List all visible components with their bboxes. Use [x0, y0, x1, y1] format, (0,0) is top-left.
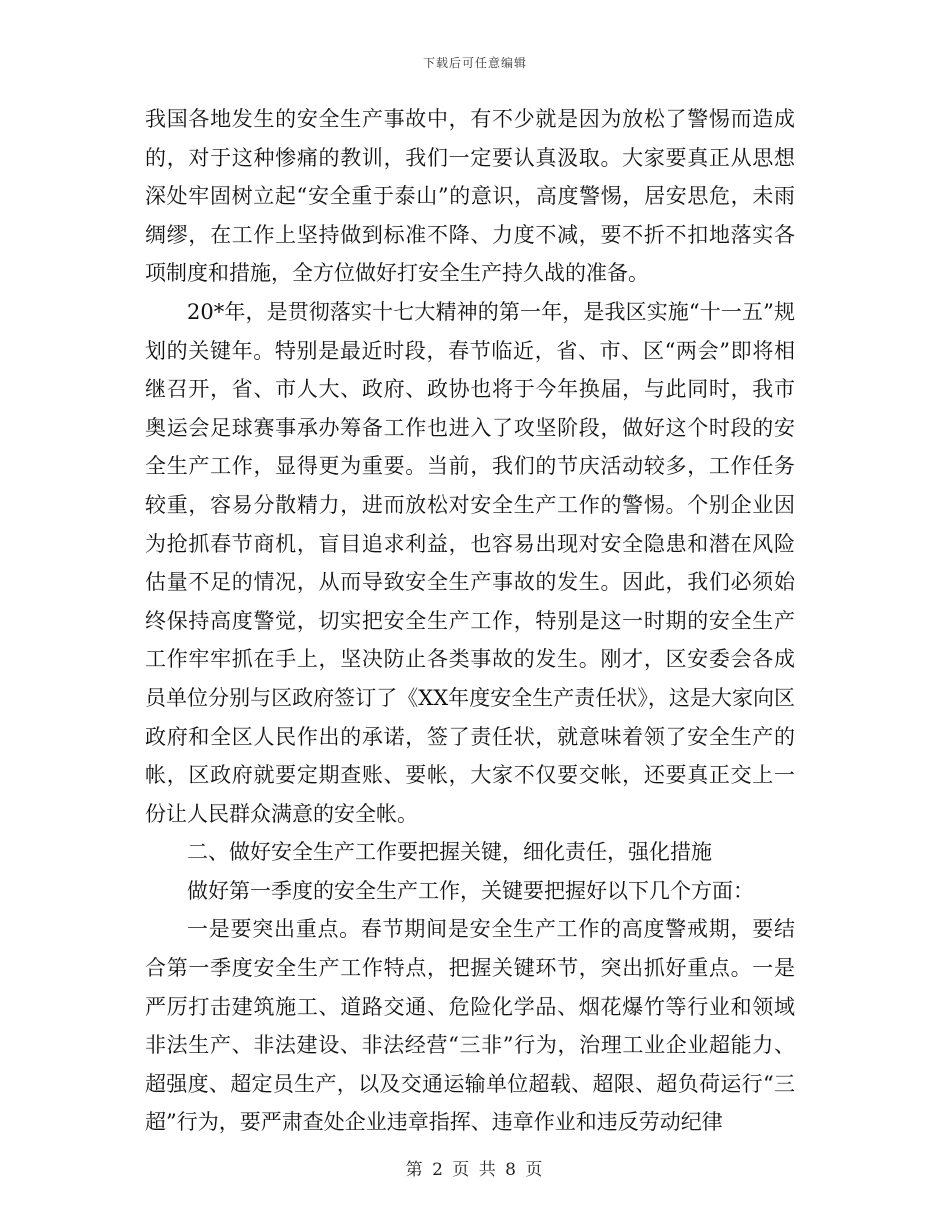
section-heading: 二、做好安全生产工作要把握关键，细化责任，强化措施 [187, 840, 712, 865]
paragraph-intro: 做好第一季度的安全生产工作，关键要把握好以下几个方面： [187, 878, 754, 903]
page-number: 第 2 页 共 8 页 [405, 1160, 545, 1180]
document-body [145, 100, 795, 1142]
page-header: 下载后可任意编辑 [422, 56, 527, 70]
paragraph-continuation: 我国各地发生的安全生产事故中，有不少就是因为放松了警惕而造成的，对于这种惨痛的教训，我们一定要认真汲取。大家要真正从思想深处牢固树立起“安全重于泰山”的意识，高度警惕，居安思危，未雨绸缪，在工作上坚持做到标准不降、力度不减，要不折不扣地落实各项制度和措施，全方位做好打安全生产持久战的准备。 [145, 107, 795, 286]
paragraph-focus-points: 一是要突出重点。春节期间是安全生产工作的高度警戒期，要结合第一季度安全生产工作特点，把握关键环节，突出抓好重点。一是严厉打击建筑施工、道路交通、危险化学品、烟花爆竹等行业和领域非法生产、非法建设、非法经营“三非”行为，治理工业企业超能力、超强度、超定员生产，以及交通运输单位超载、超限、超负荷运行“三超”行为，要严肃查处企业违章指挥、违章作业和违反劳动纪律 [145, 917, 795, 1135]
paragraph-key-year: 20*年，是贯彻落实十七大精神的第一年，是我区实施“十一五”规划的关键年。特别是最近时段，春节临近，省、市、区“两会”即将相继召开，省、市人大、政府、政协也将于今年换届，与此同时，我市奥运会足球赛事承办筹备工作也进入了攻坚阶段，做好这个时段的安全生产工作，显得更为重要。当前，我们的节庆活动较多，工作任务较重，容易分散精力，进而放松对安全生产工作的警惕。个别企业因为抢抓春节商机，盲目追求利益，也容易出现对安全隐患和潜在风险估量不足的情况，从而导致安全生产事故的发生。因此，我们必须始终保持高度警觉，切实把安全生产工作，特别是这一时期的安全生产工作牢牢抓在手上，坚决防止各类事故的发生。刚才，区安委会各成员单位分别与区政府签订了《XX年度安全生产责任状》，这是大家向区政府和全区人民作出的承诺，签了责任状，就意味着领了安全生产的帐，区政府就要定期查账、要帐，大家不仅要交帐，还要真正交上一份让人民群众满意的安全帐。 [145, 299, 795, 826]
